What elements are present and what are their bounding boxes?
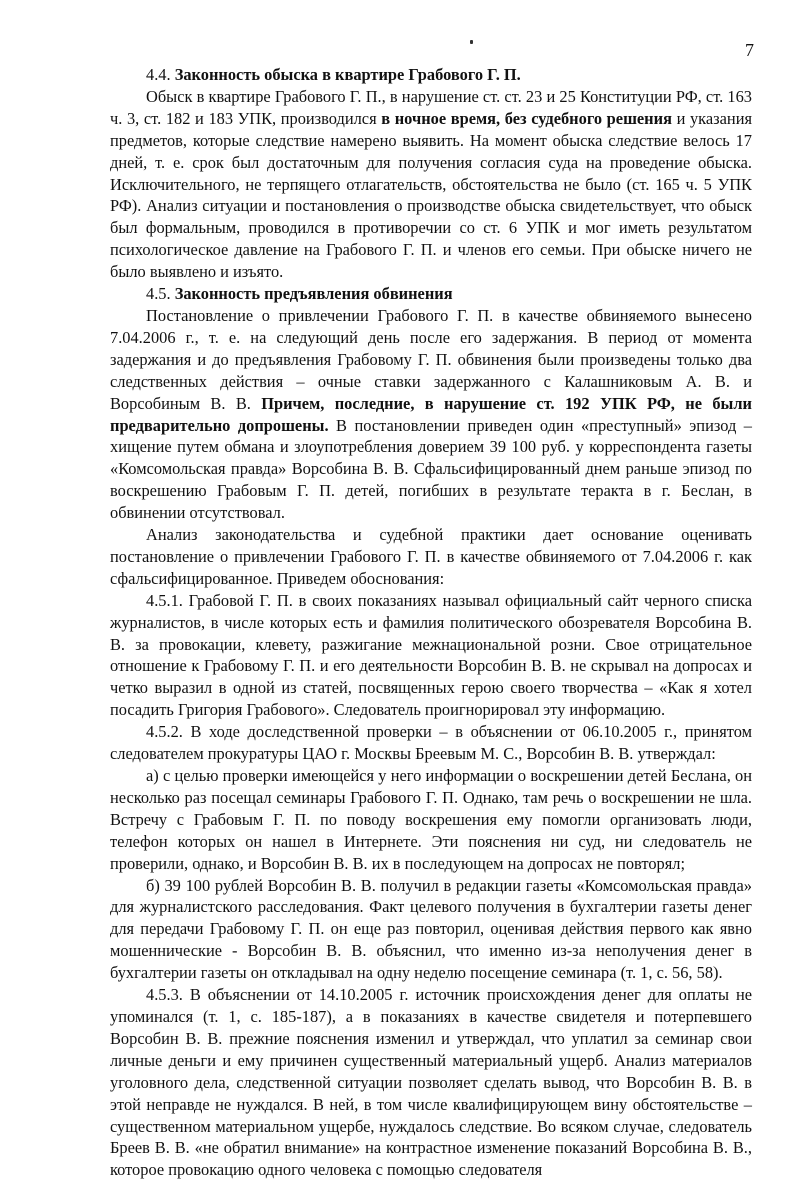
text-run: Анализ законодательства и судебной практики дает основание оценивать постановление о привлечении Грабового Г. П. в качестве обвиняемого от 7.04.2006 г. как сфальсифицированное. Приведем обоснования: xyxy=(110,525,752,588)
paragraph xyxy=(110,305,752,524)
bold-text: Законность обыска в квартире Грабового Г. П. xyxy=(174,65,521,84)
paragraph xyxy=(110,64,752,86)
text-run: 4.5. xyxy=(146,284,175,304)
document-body xyxy=(110,64,752,1181)
text-run: б) 39 100 рублей Ворсобин В. В. получил в редакции газеты «Комсомольская правда» для журналистского расследования. Факт целевого получения в бухгалтерии газеты денег для передачи Грабовому Г. П. он еще раз повторил, оценивая действия первого как явно мошеннические - Ворсобин В. В. объяснил, что именно из-за неполучения денег в бухгалтерии газеты он откладывал на одну неделю посещение семинара (т. 1, с. 56, 58). xyxy=(110,875,752,983)
paragraph xyxy=(110,590,752,721)
bold-text: в ночное время, без судебного решения xyxy=(381,108,672,128)
text-run: а) с целью проверки имеющейся у него информации о воскрешении детей Беслана, он несколько раз посещал семинары Грабового Г. П. Однако, там речь о воскрешении не шла. Встречу с Грабовым Г. П. по поводу воскрешения ему помогли организовать люди, телефон которых он нашел в Интернете. Эти пояснения ни суд, ни следователь не проверили, однако, и Ворсобин В. В. их в последующем на допросах не повторял; xyxy=(110,766,752,873)
bold-text: Законность предъявления обвинения xyxy=(174,284,453,304)
text-run: 4.5.3. В объяснении от 14.10.2005 г. источник происхождения денег для оплаты не упоминался (т. 1, с. 185-187), а в показаниях в качестве свидетеля и потерпевшего Ворсобин В. В. прежние пояснения изменил и утверждал, что уплатил за семинар свои личные деньги и ему причинен существенный материальный ущерб. Анализ материалов уголовного дела, следственной ситуации позволяет сделать вывод, что Ворсобин В. В. в этой неправде не нуждался. В ней, в том числе квалифицирующем вину обстоятельстве – существенном материальном ущербе, нуждалось следствие. Во всяком случае, следователь Бреев В. В. «не обратил внимание» на контрастное изменение показаний Ворсобина В. В., которое провокацию одного человека с помощью следователя xyxy=(110,985,752,1180)
paragraph xyxy=(110,765,752,875)
scan-speck xyxy=(470,40,473,44)
text-run: 4.5.2. В ходе доследственной проверки – в объяснении от 06.10.2005 г., принятом следователем прокуратуры ЦАО г. Москвы Бреевым М. С., Ворсобин В. В. утверждал: xyxy=(110,722,752,764)
text-run: 4.5.1. Грабовой Г. П. в своих показаниях называл официальный сайт черного списка журналистов, в числе которых есть и фамилия политического обозревателя Ворсобина В. В. за провокации, клевету, разжигание межнациональной розни. Свое отрицательное отношение к Грабовому Г. П. и его деятельности Ворсобин В. В. не скрывал на допросах и четко выразил в одной из статей, посвященных герою своего творчества – «Как я хотел посадить Григория Грабового». Следователь проигнорировал эту информацию. xyxy=(110,590,752,720)
paragraph xyxy=(110,721,752,765)
text-run: 4.4. xyxy=(146,65,175,84)
paragraph xyxy=(110,283,752,305)
paragraph xyxy=(110,875,752,985)
text-run: и указания предметов, которые следствие намерено выявить. На момент обыска следствие велось 17 дней, т. е. срок был достаточным для получения согласия суда на проведение обыска. Исключительного, не терпящего отлагательств, обстоятельства не было (ст. 165 ч. 5 УПК РФ). Анализ ситуации и постановления о производстве обыска свидетельствует, что обыск был формальным, проводился в противоречии со ст. 6 УПК и мог иметь результатом психологическое давление на Грабового Г. П. и членов его семьи. При обыске ничего не было выявлено и изъято. xyxy=(110,108,752,282)
bold-text: Причем, последние, в нарушение ст. 192 УПК РФ, не были предварительно допрошены. xyxy=(110,393,752,435)
text-run: В постановлении приведен один «преступный» эпизод – хищение путем обмана и злоупотребления доверием 39 100 руб. у корреспондента газеты «Комсомольская правда» Ворсобина В. В. Сфальсифицированный днем раньше эпизод по воскрешению Грабовым Г. П. детей, погибших в результате теракта в г. Беслан, в обвинении отсутствовал. xyxy=(110,415,752,523)
page-number: 7 xyxy=(745,40,754,60)
paragraph xyxy=(110,984,752,1181)
paragraph xyxy=(110,524,752,590)
text-run: Постановление о привлечении Грабового Г. П. в качестве обвиняемого вынесено 7.04.2006 г., т. е. на следующий день после его задержания. В период от момента задержания и до предъявления Грабовому Г. П. обвинения были произведены только два следственных действия – очные ставки задержанного с Калашниковым А. В. и Ворсобиным В. В. xyxy=(110,305,752,413)
text-run: Обыск в квартире Грабового Г. П., в нарушение ст. ст. 23 и 25 Конституции РФ, ст. 163 ч. 3, ст. 182 и 183 УПК, производился xyxy=(110,86,752,128)
paragraph xyxy=(110,86,752,283)
